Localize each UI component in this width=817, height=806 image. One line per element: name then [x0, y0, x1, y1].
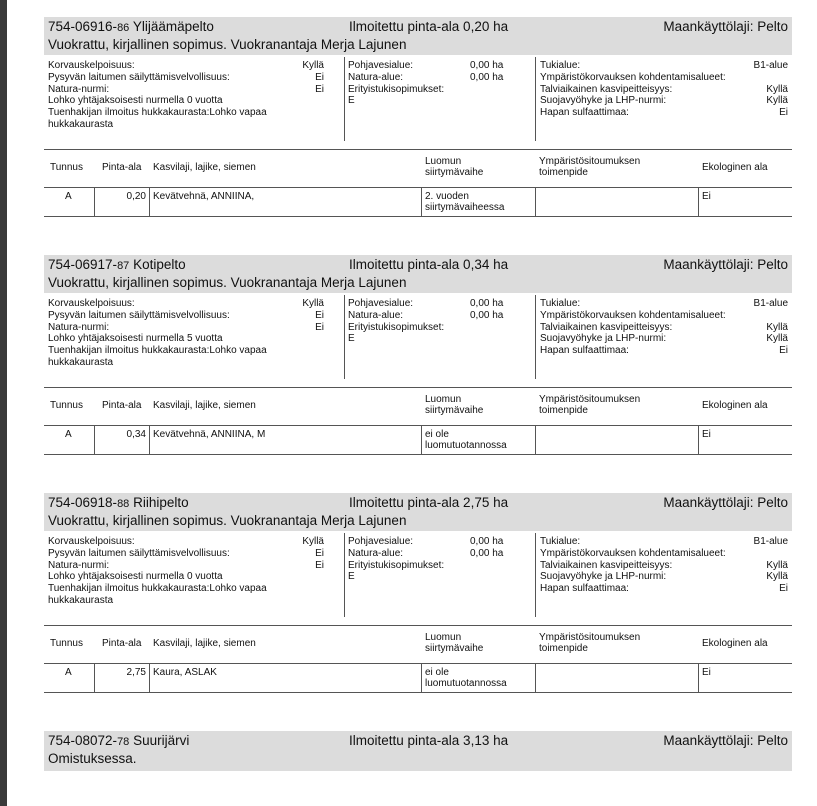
label-natura-nurmi: Natura-nurmi:: [48, 321, 110, 333]
lohko-text: Lohko yhtäjaksoisesti nurmella 5 vuotta: [48, 333, 223, 345]
value-pohjavesi: 0,00 ha: [470, 60, 504, 71]
cell-divider: [698, 663, 699, 692]
label-suoja: Suojavyöhyke ja LHP-nurmi:: [540, 571, 667, 583]
label-pysyvan: Pysyvän laitumen säilyttämisvelvollisuus:: [48, 547, 230, 559]
parcel-area: Ilmoitettu pinta-ala 0,34 ha: [349, 257, 509, 272]
label-erityistuki: Erityistukisopimukset:: [348, 559, 445, 571]
hukkakaura-text-cont: hukkakaurasta: [48, 356, 114, 368]
cell-pinta-ala: 2,75: [126, 667, 146, 678]
crop-table: [44, 625, 792, 692]
cell-divider: [149, 425, 150, 454]
value-pysyvan: Ei: [315, 309, 324, 321]
value-natura-nurmi: Ei: [315, 559, 324, 571]
hukkakaura-text: Tuenhakijan ilmoitus hukkakaurasta:Lohko vapaa: [48, 345, 267, 357]
info-column-2: [348, 536, 508, 583]
label-ymparisto-kohdentamis: Ympäristökorvauksen kohdentamisalueet:: [540, 71, 726, 83]
label-talvi: Talviaikainen kasvipeitteisyys:: [540, 83, 673, 95]
header-luomu: Luomun: [425, 156, 462, 167]
table-header: [44, 149, 792, 188]
value-talvi: Kyllä: [766, 321, 788, 333]
header-luomu-line2: siirtymävaihe: [425, 405, 484, 416]
cell-ekologinen: Ei: [702, 667, 711, 678]
value-korvaus: Kyllä: [302, 60, 324, 71]
ownership-text: Vuokrattu, kirjallinen sopimus. Vuokranantaja Merja Lajunen: [48, 513, 407, 528]
label-natura-alue: Natura-alue:: [348, 547, 404, 559]
parcel-block: [44, 17, 792, 213]
parcel-name: Kotipelto: [133, 257, 186, 272]
cell-pinta-ala: 0,20: [126, 191, 146, 202]
parcel-id: [48, 257, 186, 272]
crop-table: [44, 387, 792, 454]
value-natura-nurmi: Ei: [315, 321, 324, 333]
value-tukialue: B1-alue: [753, 298, 788, 309]
cell-ekologinen: Ei: [702, 191, 711, 202]
parcel-name: Ylijäämäpelto: [132, 19, 214, 34]
info-column-2: [348, 298, 508, 345]
cell-divider: [535, 425, 536, 454]
parcel-header: [44, 17, 792, 55]
label-ymparisto-kohdentamis: Ympäristökorvauksen kohdentamisalueet:: [540, 547, 726, 559]
parcel-check-digits: 86: [117, 22, 130, 34]
cell-ekologinen: Ei: [702, 429, 711, 440]
cell-kasvi: Kevätvehnä, ANNIINA, M: [153, 429, 266, 440]
value-hapan: Ei: [779, 583, 788, 595]
header-kasvi: Kasvilaji, lajike, siemen: [153, 400, 256, 411]
parcel-id: [48, 495, 189, 510]
cell-divider: [421, 663, 422, 692]
label-pysyvan: Pysyvän laitumen säilyttämisvelvollisuus:: [48, 71, 230, 83]
value-talvi: Kyllä: [766, 559, 788, 571]
header-pinta-ala: Pinta-ala: [102, 400, 142, 411]
table-row: [44, 425, 792, 455]
value-pohjavesi: 0,00 ha: [470, 536, 504, 547]
header-kasvi: Kasvilaji, lajike, siemen: [153, 162, 256, 173]
value-korvaus: Kyllä: [302, 536, 324, 547]
column-divider: [344, 57, 345, 141]
label-natura-nurmi: Natura-nurmi:: [48, 559, 110, 571]
column-divider: [535, 295, 536, 379]
crop-table: [44, 149, 792, 216]
table-row: [44, 663, 792, 693]
value-pysyvan: Ei: [315, 547, 324, 559]
label-natura-alue: Natura-alue:: [348, 71, 404, 83]
parcel-header: [44, 731, 792, 771]
info-column-1: [48, 536, 324, 607]
hukkakaura-text-cont: hukkakaurasta: [48, 594, 114, 606]
parcel-block: [44, 731, 792, 771]
header-luomu-line2: siirtymävaihe: [425, 167, 484, 178]
header-luomu: Luomun: [425, 632, 462, 643]
header-tunnus: Tunnus: [50, 638, 83, 649]
header-tunnus: Tunnus: [50, 162, 83, 173]
cell-divider: [421, 425, 422, 454]
parcel-number: 754-06917-: [48, 257, 118, 272]
parcel-block: [44, 255, 792, 451]
header-ymparisto-line2: toimenpide: [539, 643, 588, 654]
cell-divider: [535, 663, 536, 692]
label-pohjavesi: Pohjavesialue:: [348, 536, 414, 547]
label-korvaus: Korvauskelpoisuus:: [48, 298, 135, 309]
cell-divider: [535, 187, 536, 216]
label-hapan: Hapan sulfaattimaa:: [540, 583, 629, 595]
cell-luomu-line2: siirtymävaiheessa: [425, 202, 505, 213]
value-pohjavesi: 0,00 ha: [470, 298, 504, 309]
info-column-1: [48, 60, 324, 131]
parcel-header: [44, 493, 792, 531]
label-pohjavesi: Pohjavesialue:: [348, 298, 414, 309]
label-tukialue: Tukialue:: [540, 60, 581, 71]
cell-divider: [94, 187, 95, 216]
column-divider: [344, 533, 345, 617]
cell-tunnus: A: [65, 429, 72, 440]
parcel-name: Riihipelto: [133, 495, 189, 510]
hukkakaura-text: Tuenhakijan ilmoitus hukkakaurasta:Lohko vapaa: [48, 107, 267, 119]
header-ekologinen: Ekologinen ala: [702, 162, 768, 173]
parcel-area: Ilmoitettu pinta-ala 3,13 ha: [349, 733, 509, 748]
label-hapan: Hapan sulfaattimaa:: [540, 107, 629, 119]
value-hapan: Ei: [779, 345, 788, 357]
cell-divider: [149, 663, 150, 692]
cell-luomu: ei ole: [425, 667, 449, 678]
left-window-border: [0, 0, 7, 806]
label-suoja: Suojavyöhyke ja LHP-nurmi:: [540, 95, 667, 107]
header-luomu-line2: siirtymävaihe: [425, 643, 484, 654]
land-use: Maankäyttölaji: Pelto: [663, 19, 788, 34]
column-divider: [535, 57, 536, 141]
header-ymparisto: Ympäristösitoumuksen: [539, 632, 641, 643]
parcel-block: [44, 493, 792, 689]
value-erityistuki: E: [348, 571, 355, 583]
ownership-text: Omistuksessa.: [48, 751, 137, 766]
label-natura-nurmi: Natura-nurmi:: [48, 83, 110, 95]
header-ymparisto: Ympäristösitoumuksen: [539, 156, 641, 167]
parcel-area: Ilmoitettu pinta-ala 0,20 ha: [349, 19, 509, 34]
header-ekologinen: Ekologinen ala: [702, 400, 768, 411]
info-column-2: [348, 60, 508, 107]
parcel-check-digits: 78: [117, 736, 130, 748]
header-kasvi: Kasvilaji, lajike, siemen: [153, 638, 256, 649]
cell-tunnus: A: [65, 191, 72, 202]
parcel-number: 754-08072-: [48, 733, 118, 748]
label-talvi: Talviaikainen kasvipeitteisyys:: [540, 321, 673, 333]
ownership-text: Vuokrattu, kirjallinen sopimus. Vuokranantaja Merja Lajunen: [48, 275, 407, 290]
land-use: Maankäyttölaji: Pelto: [663, 733, 788, 748]
parcel-id: [48, 733, 189, 748]
label-pysyvan: Pysyvän laitumen säilyttämisvelvollisuus:: [48, 309, 230, 321]
cell-luomu: 2. vuoden: [425, 191, 469, 202]
value-tukialue: B1-alue: [753, 536, 788, 547]
cell-luomu-line2: luomutuotannossa: [425, 440, 507, 451]
header-ymparisto-line2: toimenpide: [539, 167, 588, 178]
cell-kasvi: Kevätvehnä, ANNIINA,: [153, 191, 255, 202]
land-use: Maankäyttölaji: Pelto: [663, 257, 788, 272]
parcel-id: [48, 19, 214, 34]
cell-pinta-ala: 0,34: [126, 429, 146, 440]
column-divider: [344, 295, 345, 379]
cell-kasvi: Kaura, ASLAK: [153, 667, 217, 678]
value-hapan: Ei: [779, 107, 788, 119]
cell-luomu-line2: luomutuotannossa: [425, 678, 507, 689]
info-column-1: [48, 298, 324, 369]
parcel-check-digits: 87: [117, 260, 130, 272]
info-column-3: [540, 60, 788, 119]
header-ymparisto-line2: toimenpide: [539, 405, 588, 416]
lohko-text: Lohko yhtäjaksoisesti nurmella 0 vuotta: [48, 571, 223, 583]
header-pinta-ala: Pinta-ala: [102, 162, 142, 173]
label-pohjavesi: Pohjavesialue:: [348, 60, 414, 71]
value-tukialue: B1-alue: [753, 60, 788, 71]
table-row: [44, 187, 792, 217]
table-header: [44, 387, 792, 426]
value-pysyvan: Ei: [315, 71, 324, 83]
value-natura-alue: 0,00 ha: [470, 309, 504, 321]
parcel-info: [44, 293, 792, 387]
parcel-check-digits: 88: [117, 498, 130, 510]
cell-divider: [94, 663, 95, 692]
ownership-text: Vuokrattu, kirjallinen sopimus. Vuokranantaja Merja Lajunen: [48, 37, 407, 52]
label-suoja: Suojavyöhyke ja LHP-nurmi:: [540, 333, 667, 345]
header-pinta-ala: Pinta-ala: [102, 638, 142, 649]
parcel-number: 754-06916-: [48, 19, 118, 34]
value-talvi: Kyllä: [766, 83, 788, 95]
info-column-3: [540, 536, 788, 595]
label-natura-alue: Natura-alue:: [348, 309, 404, 321]
parcel-info: [44, 531, 792, 625]
table-header: [44, 625, 792, 664]
header-luomu: Luomun: [425, 394, 462, 405]
label-erityistuki: Erityistukisopimukset:: [348, 321, 445, 333]
hukkakaura-text: Tuenhakijan ilmoitus hukkakaurasta:Lohko vapaa: [48, 583, 267, 595]
label-hapan: Hapan sulfaattimaa:: [540, 345, 629, 357]
label-erityistuki: Erityistukisopimukset:: [348, 83, 445, 95]
label-ymparisto-kohdentamis: Ympäristökorvauksen kohdentamisalueet:: [540, 309, 726, 321]
info-column-3: [540, 298, 788, 357]
value-natura-alue: 0,00 ha: [470, 71, 504, 83]
value-erityistuki: E: [348, 95, 355, 107]
value-natura-alue: 0,00 ha: [470, 547, 504, 559]
cell-divider: [698, 187, 699, 216]
parcel-info: [44, 55, 792, 149]
lohko-text: Lohko yhtäjaksoisesti nurmella 0 vuotta: [48, 95, 223, 107]
cell-divider: [149, 187, 150, 216]
cell-divider: [94, 425, 95, 454]
header-ekologinen: Ekologinen ala: [702, 638, 768, 649]
parcel-area: Ilmoitettu pinta-ala 2,75 ha: [349, 495, 509, 510]
header-ymparisto: Ympäristösitoumuksen: [539, 394, 641, 405]
label-korvaus: Korvauskelpoisuus:: [48, 536, 135, 547]
value-suoja: Kyllä: [766, 333, 788, 345]
cell-tunnus: A: [65, 667, 72, 678]
label-korvaus: Korvauskelpoisuus:: [48, 60, 135, 71]
cell-divider: [421, 187, 422, 216]
value-erityistuki: E: [348, 333, 355, 345]
hukkakaura-text-cont: hukkakaurasta: [48, 118, 114, 130]
cell-divider: [698, 425, 699, 454]
label-talvi: Talviaikainen kasvipeitteisyys:: [540, 559, 673, 571]
value-suoja: Kyllä: [766, 571, 788, 583]
label-tukialue: Tukialue:: [540, 298, 581, 309]
parcel-header: [44, 255, 792, 293]
parcel-name: Suurijärvi: [133, 733, 190, 748]
header-tunnus: Tunnus: [50, 400, 83, 411]
land-use: Maankäyttölaji: Pelto: [663, 495, 788, 510]
label-tukialue: Tukialue:: [540, 536, 581, 547]
value-korvaus: Kyllä: [302, 298, 324, 309]
value-suoja: Kyllä: [766, 95, 788, 107]
parcel-number: 754-06918-: [48, 495, 118, 510]
column-divider: [535, 533, 536, 617]
cell-luomu: ei ole: [425, 429, 449, 440]
value-natura-nurmi: Ei: [315, 83, 324, 95]
